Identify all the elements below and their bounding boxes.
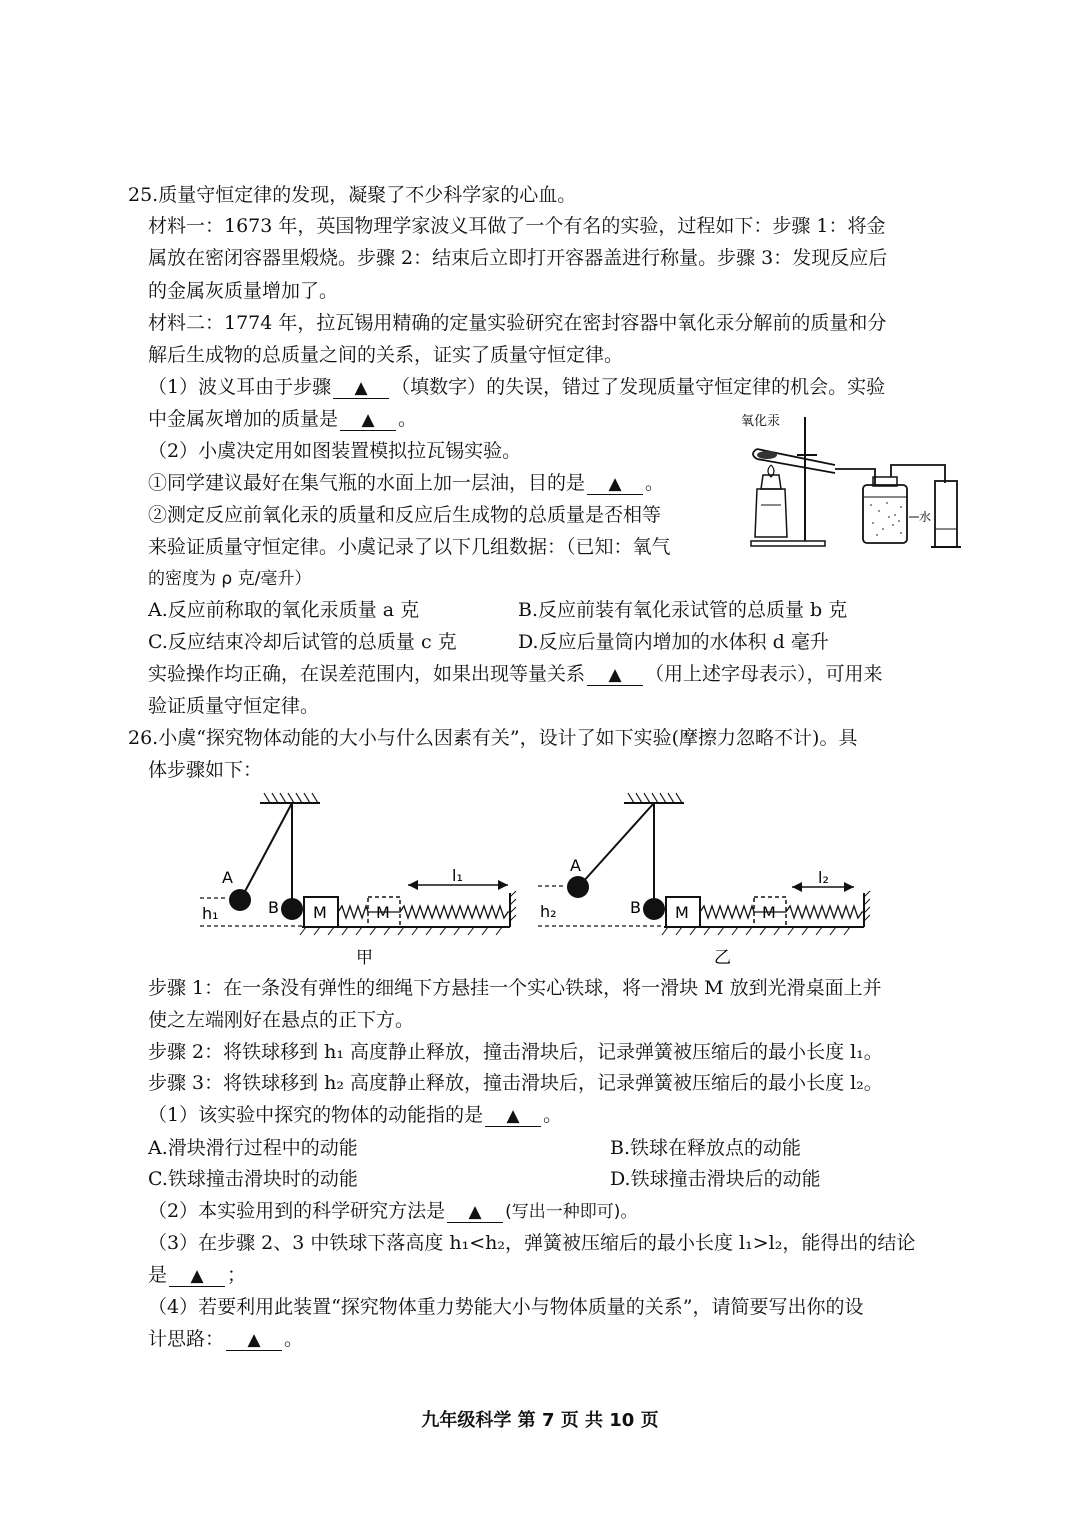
q25-part2-1 (148, 471, 664, 495)
page-footer: 九年级科学 第 7 页 共 10 页 (421, 1410, 659, 1431)
label-h1: h₁ (202, 904, 219, 923)
label-a-right: A (570, 856, 581, 875)
label-l1: l₁ (452, 866, 463, 885)
q26-part4-line1: （4）若要利用此装置“探究物体重力势能大小与物体质量的关系”，请简要写出你的设 (148, 1296, 864, 1318)
q26-part3-line2 (148, 1263, 246, 1287)
answer-blank[interactable]: ▲ (333, 378, 389, 399)
setup-yi (538, 793, 870, 968)
q25-material2-line2: 解后生成物的总质量之间的关系，证实了质量守恒定律。 (148, 344, 624, 366)
q26-part3-text: 是 (148, 1264, 168, 1286)
q25-material1-line2: 属放在密闭容器里煅烧。步骤 2：结束后立即打开容器盖进行称量。步骤 3：发现反应后 (148, 247, 888, 269)
q25-option-c: C.反应结束冷却后试管的总质量 c 克 (148, 631, 457, 653)
q25-part1-line2 (148, 407, 417, 431)
q26-part3-line1: （3）在步骤 2、3 中铁球下落高度 h₁<h₂，弹簧被压缩后的最小长度 l₁>l₂，能得出的结论 (148, 1232, 916, 1254)
label-h2: h₂ (540, 902, 557, 921)
q25-option-d: D.反应后量筒内增加的水体积 d 毫升 (518, 631, 829, 653)
label-a: A (222, 868, 233, 887)
q26-step2: 步骤 2：将铁球移到 h₁ 高度静止释放，撞击滑块后，记录弹簧被压缩后的最小长度 l₁。 (148, 1041, 883, 1063)
q25-part2-2-line3: 的密度为 ρ 克/毫升） (148, 569, 312, 589)
q26-option-c: C.铁球撞击滑块时的动能 (148, 1168, 358, 1190)
q25-part2-3-text: 实验操作均正确，在误差范围内，如果出现等量关系 (148, 663, 586, 685)
answer-blank[interactable]: ▲ (485, 1106, 541, 1127)
block-m-compressed-right: M (762, 903, 776, 922)
hgo-apparatus-figure (735, 405, 965, 565)
q26-part3-end: ； (227, 1264, 247, 1286)
q26-step3: 步骤 3：将铁球移到 h₂ 高度静止释放，撞击滑块后，记录弹簧被压缩后的最小长度 l₂。 (148, 1072, 883, 1094)
q25-part2-3-note: （用上述字母表示），可用来 (645, 663, 883, 685)
q25-material1-line3: 的金属灰质量增加了。 (148, 280, 339, 302)
q25-part2-2-line1: ②测定反应前氧化汞的质量和反应后生成物的总质量是否相等 (148, 504, 662, 526)
pendulum-experiment-figure (190, 785, 890, 970)
q26-option-a: A.滑块滑行过程中的动能 (148, 1137, 358, 1159)
label-b-right: B (630, 898, 641, 917)
q26-step1-line2: 使之左端刚好在悬点的正下方。 (148, 1009, 415, 1031)
caption-jia: 甲 (356, 948, 373, 968)
q26-title-line2: 体步骤如下： (148, 759, 263, 781)
q25-part2-1-end: 。 (645, 472, 665, 494)
q25-option-b: B.反应前装有氧化汞试管的总质量 b 克 (518, 599, 848, 621)
q26-part1-text: （1）该实验中探究的物体的动能指的是 (148, 1104, 484, 1126)
q26-part2-note: (写出一种即可)。 (505, 1202, 638, 1222)
water-label: 水 (919, 510, 932, 524)
q25-title: 25.质量守恒定律的发现，凝聚了不少科学家的心血。 (128, 184, 577, 206)
q26-step1-line1: 步骤 1：在一条没有弹性的细绳下方悬挂一个实心铁球，将一滑块 M 放到光滑桌面上并 (148, 977, 882, 999)
answer-blank[interactable]: ▲ (226, 1330, 282, 1351)
answer-blank[interactable]: ▲ (447, 1202, 503, 1223)
q26-option-b: B.铁球在释放点的动能 (610, 1137, 802, 1159)
q25-part2-3-line2: 验证质量守恒定律。 (148, 695, 320, 717)
q25-option-a: A.反应前称取的氧化汞质量 a 克 (148, 599, 420, 621)
label-b: B (268, 898, 279, 917)
block-m: M (313, 903, 327, 922)
q25-part1-text-b: （填数字）的失误，错过了发现质量守恒定律的机会。实验 (391, 376, 886, 398)
setup-jia (200, 793, 516, 968)
q25-material2-line1: 材料二：1774 年，拉瓦锡用精确的定量实验研究在密封容器中氧化汞分解前的质量和分 (148, 312, 887, 334)
q25-part1-text-d: 。 (398, 408, 418, 430)
q26-part4-end: 。 (284, 1328, 304, 1350)
answer-blank[interactable]: ▲ (340, 410, 396, 431)
q25-part2-3-line1 (148, 662, 883, 686)
hgo-label: 氧化汞 (741, 414, 781, 429)
q25-part2-2-line2: 来验证质量守恒定律。小虞记录了以下几组数据：（已知：氧气 (148, 536, 671, 558)
q26-part4-line2 (148, 1327, 303, 1351)
q25-part2-1-text: ①同学建议最好在集气瓶的水面上加一层油，目的是 (148, 472, 586, 494)
q26-title-line1: 26.小虞“探究物体动能的大小与什么因素有关”，设计了如下实验(摩擦力忽略不计)。具 (128, 727, 858, 749)
q26-part2-text: （2）本实验用到的科学研究方法是 (148, 1200, 446, 1222)
q25-part1-text-c: 中金属灰增加的质量是 (148, 408, 339, 430)
q26-part1-end: 。 (543, 1104, 563, 1126)
q26-part2 (148, 1199, 637, 1224)
q26-part4-text: 计思路： (148, 1328, 225, 1350)
q26-option-d: D.铁球撞击滑块后的动能 (610, 1168, 821, 1190)
q26-part1 (148, 1103, 562, 1127)
block-m-compressed: M (376, 903, 390, 922)
q25-part1-text-a: （1）波义耳由于步骤 (148, 376, 332, 398)
answer-blank[interactable]: ▲ (587, 474, 643, 495)
q25-material1-line1: 材料一：1673 年，英国物理学家波义耳做了一个有名的实验，过程如下：步骤 1：将金 (148, 215, 886, 237)
q25-part2: （2）小虞决定用如图装置模拟拉瓦锡实验。 (148, 440, 522, 462)
q25-part1-line1 (148, 375, 885, 399)
block-m-right: M (675, 903, 689, 922)
answer-blank[interactable]: ▲ (169, 1266, 225, 1287)
label-l2: l₂ (818, 868, 829, 887)
caption-yi: 乙 (714, 948, 731, 968)
answer-blank[interactable]: ▲ (587, 665, 643, 686)
